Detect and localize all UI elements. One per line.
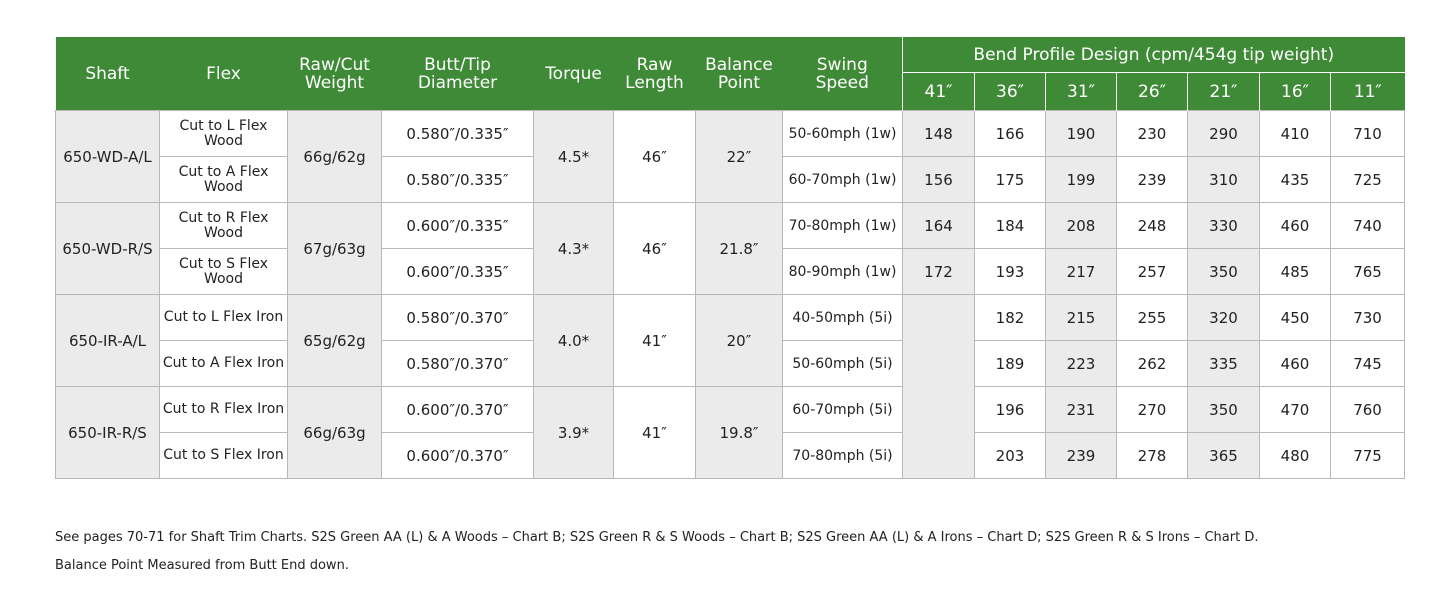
cpm-cell: 215 xyxy=(1046,295,1117,341)
diameter-cell: 0.600″/0.370″ xyxy=(382,387,534,433)
cpm-cell: 740 xyxy=(1331,203,1405,249)
diameter-cell: 0.600″/0.370″ xyxy=(382,433,534,479)
header-length: 11″ xyxy=(1331,73,1405,111)
raw-length-cell: 46″ xyxy=(614,111,696,203)
table-row xyxy=(56,203,1405,249)
cpm-cell: 231 xyxy=(1046,387,1117,433)
balance-point-cell: 21.8″ xyxy=(696,203,783,295)
raw-length-cell: 41″ xyxy=(614,387,696,479)
raw-length-cell: 46″ xyxy=(614,203,696,295)
header-length: 31″ xyxy=(1046,73,1117,111)
cpm-cell: 223 xyxy=(1046,341,1117,387)
cpm-cell: 156 xyxy=(903,157,975,203)
header-length: 36″ xyxy=(975,73,1046,111)
weight-cell: 65g/62g xyxy=(288,295,382,387)
cpm-cell: 775 xyxy=(1331,433,1405,479)
swing-speed-cell: 70-80mph (5i) xyxy=(783,433,903,479)
swing-speed-cell: 50-60mph (1w) xyxy=(783,111,903,157)
trim-chart-note: See pages 70-71 for Shaft Trim Charts. S2S Green AA (L) & A Woods – Chart B; S2S Green R & S Woods – Chart B; S2S Green AA (L) & A Irons – Chart D; S2S Green R & S Irons – Chart D. xyxy=(55,530,1259,545)
cpm-cell: 365 xyxy=(1188,433,1260,479)
cpm-cell: 193 xyxy=(975,249,1046,295)
cpm-cell: 745 xyxy=(1331,341,1405,387)
flex-cell: Cut to S Flex Wood xyxy=(160,249,288,295)
balance-point-note: Balance Point Measured from Butt End down. xyxy=(55,558,349,573)
cpm-cell: 270 xyxy=(1117,387,1188,433)
header-length: 21″ xyxy=(1188,73,1260,111)
cpm-cell: 480 xyxy=(1260,433,1331,479)
cpm-cell: 199 xyxy=(1046,157,1117,203)
flex-cell: Cut to R Flex Wood xyxy=(160,203,288,249)
cpm-cell: 450 xyxy=(1260,295,1331,341)
header-bend-profile: Bend Profile Design (cpm/454g tip weight) xyxy=(903,37,1405,73)
flex-cell: Cut to L Flex Iron xyxy=(160,295,288,341)
cpm-cell: 190 xyxy=(1046,111,1117,157)
cpm-cell: 335 xyxy=(1188,341,1260,387)
balance-point-cell: 22″ xyxy=(696,111,783,203)
flex-cell: Cut to L Flex Wood xyxy=(160,111,288,157)
header-weight: Raw/Cut Weight xyxy=(288,37,382,111)
cpm-cell: 460 xyxy=(1260,203,1331,249)
torque-cell: 4.5* xyxy=(534,111,614,203)
cpm-cell: 230 xyxy=(1117,111,1188,157)
weight-cell: 67g/63g xyxy=(288,203,382,295)
flex-cell: Cut to A Flex Iron xyxy=(160,341,288,387)
diameter-cell: 0.600″/0.335″ xyxy=(382,249,534,295)
header-raw-length: Raw Length xyxy=(614,37,696,111)
cpm-cell: 172 xyxy=(903,249,975,295)
cpm-cell: 278 xyxy=(1117,433,1188,479)
swing-speed-cell: 60-70mph (5i) xyxy=(783,387,903,433)
swing-speed-cell: 50-60mph (5i) xyxy=(783,341,903,387)
raw-length-cell: 41″ xyxy=(614,295,696,387)
cpm-cell: 485 xyxy=(1260,249,1331,295)
cpm-cell-empty xyxy=(903,295,975,479)
header-length: 26″ xyxy=(1117,73,1188,111)
header-balance-point: Balance Point xyxy=(696,37,783,111)
cpm-cell: 217 xyxy=(1046,249,1117,295)
cpm-cell: 730 xyxy=(1331,295,1405,341)
cpm-cell: 182 xyxy=(975,295,1046,341)
diameter-cell: 0.580″/0.335″ xyxy=(382,111,534,157)
shaft-model: 650-IR-R/S xyxy=(56,387,160,479)
header-length: 16″ xyxy=(1260,73,1331,111)
cpm-cell: 257 xyxy=(1117,249,1188,295)
cpm-cell: 350 xyxy=(1188,387,1260,433)
diameter-cell: 0.580″/0.370″ xyxy=(382,295,534,341)
cpm-cell: 765 xyxy=(1331,249,1405,295)
cpm-cell: 166 xyxy=(975,111,1046,157)
header-swing-speed: Swing Speed xyxy=(783,37,903,111)
cpm-cell: 203 xyxy=(975,433,1046,479)
swing-speed-cell: 80-90mph (1w) xyxy=(783,249,903,295)
cpm-cell: 290 xyxy=(1188,111,1260,157)
cpm-cell: 239 xyxy=(1046,433,1117,479)
cpm-cell: 310 xyxy=(1188,157,1260,203)
header-shaft: Shaft xyxy=(56,37,160,111)
swing-speed-cell: 70-80mph (1w) xyxy=(783,203,903,249)
balance-point-cell: 19.8″ xyxy=(696,387,783,479)
table-row xyxy=(56,387,1405,433)
balance-point-cell: 20″ xyxy=(696,295,783,387)
header-length: 41″ xyxy=(903,73,975,111)
cpm-cell: 164 xyxy=(903,203,975,249)
shaft-model: 650-WD-A/L xyxy=(56,111,160,203)
torque-cell: 3.9* xyxy=(534,387,614,479)
cpm-cell: 470 xyxy=(1260,387,1331,433)
swing-speed-cell: 40-50mph (5i) xyxy=(783,295,903,341)
cpm-cell: 725 xyxy=(1331,157,1405,203)
cpm-cell: 760 xyxy=(1331,387,1405,433)
cpm-cell: 208 xyxy=(1046,203,1117,249)
cpm-cell: 262 xyxy=(1117,341,1188,387)
cpm-cell: 148 xyxy=(903,111,975,157)
table-row xyxy=(56,111,1405,157)
footnotes xyxy=(55,524,1258,580)
cpm-cell: 189 xyxy=(975,341,1046,387)
flex-cell: Cut to R Flex Iron xyxy=(160,387,288,433)
torque-cell: 4.3* xyxy=(534,203,614,295)
diameter-cell: 0.600″/0.335″ xyxy=(382,203,534,249)
torque-cell: 4.0* xyxy=(534,295,614,387)
cpm-cell: 184 xyxy=(975,203,1046,249)
cpm-cell: 350 xyxy=(1188,249,1260,295)
flex-cell: Cut to A Flex Wood xyxy=(160,157,288,203)
table-row xyxy=(56,295,1405,341)
header-diameter: Butt/Tip Diameter xyxy=(382,37,534,111)
flex-cell: Cut to S Flex Iron xyxy=(160,433,288,479)
header-flex: Flex xyxy=(160,37,288,111)
cpm-cell: 320 xyxy=(1188,295,1260,341)
cpm-cell: 255 xyxy=(1117,295,1188,341)
cpm-cell: 248 xyxy=(1117,203,1188,249)
diameter-cell: 0.580″/0.370″ xyxy=(382,341,534,387)
cpm-cell: 710 xyxy=(1331,111,1405,157)
cpm-cell: 239 xyxy=(1117,157,1188,203)
shaft-spec-table xyxy=(55,37,1405,479)
cpm-cell: 330 xyxy=(1188,203,1260,249)
swing-speed-cell: 60-70mph (1w) xyxy=(783,157,903,203)
cpm-cell: 435 xyxy=(1260,157,1331,203)
cpm-cell: 175 xyxy=(975,157,1046,203)
weight-cell: 66g/63g xyxy=(288,387,382,479)
weight-cell: 66g/62g xyxy=(288,111,382,203)
cpm-cell: 410 xyxy=(1260,111,1331,157)
shaft-model: 650-WD-R/S xyxy=(56,203,160,295)
header-torque: Torque xyxy=(534,37,614,111)
shaft-model: 650-IR-A/L xyxy=(56,295,160,387)
diameter-cell: 0.580″/0.335″ xyxy=(382,157,534,203)
cpm-cell: 460 xyxy=(1260,341,1331,387)
cpm-cell: 196 xyxy=(975,387,1046,433)
